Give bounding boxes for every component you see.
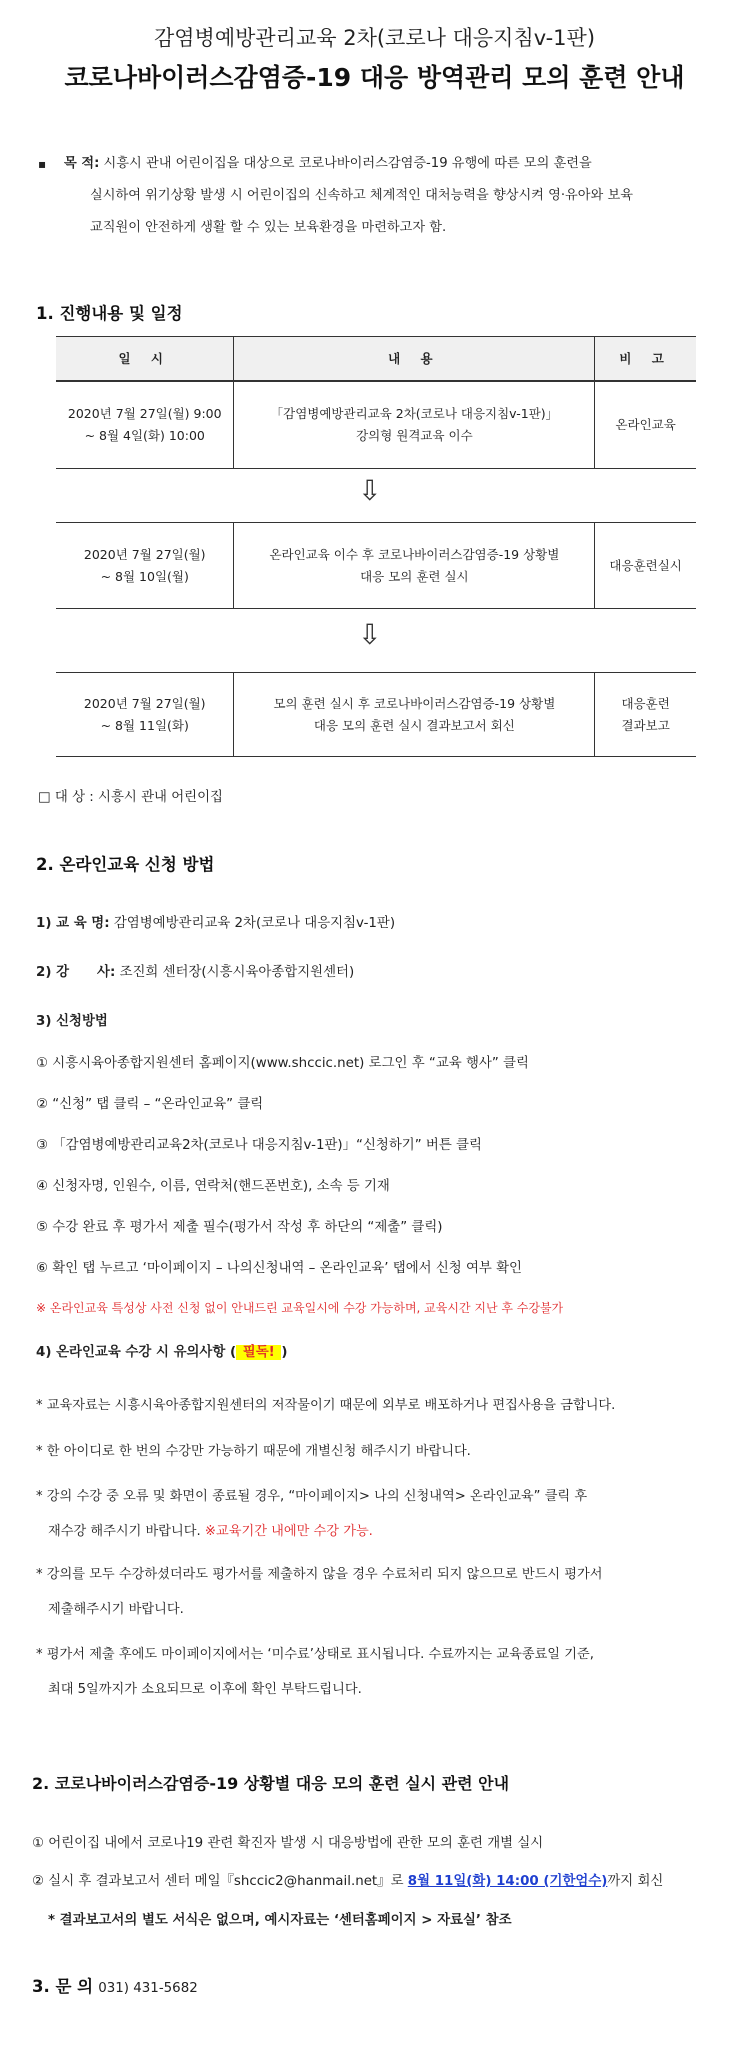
- section-1-heading: 1. 진행내용 및 일정: [36, 304, 183, 323]
- guide-item-2-text: ② 실시 후 결과보고서 센터 메일『shccic2@hanmail.net』로: [32, 1874, 404, 1889]
- guide-item-1: ① 어린이집 내에서 코로나19 관련 확진자 발생 시 대응방법에 관한 모의 훈련 개별 실시: [32, 1836, 544, 1851]
- warning-text: ※ 온라인교육 특성상 사전 신청 없이 안내드린 교육일시에 수강 가능하며, 교육시간 지난 후 수강불가: [36, 1301, 564, 1315]
- note-warning: ※교육기간 내에만 수강 가능.: [204, 1524, 373, 1539]
- contact-line: [32, 1973, 198, 1997]
- contact-heading: 3. 문 의: [32, 1977, 94, 1996]
- schedule-note-cell: [595, 381, 696, 469]
- content-line: 「감염병예방관리교육 2차(코로나 대응지침v-1판)」: [270, 405, 559, 421]
- bullet-icon: ▪: [38, 157, 47, 171]
- date-line: ~ 8월 10일(월): [100, 568, 189, 584]
- col-header-note: 비 고: [595, 337, 696, 382]
- note-item: * 교육자료는 시흥시육아종합지원센터의 저작물이기 때문에 외부로 배포하거나 편집사용을 금합니다.: [36, 1398, 616, 1413]
- must-read-badge: 필독!: [238, 1345, 280, 1360]
- purpose-line-2: 실시하여 위기상황 발생 시 어린이집의 신속하고 체계적인 대처능력을 향상시켜 영·유아와 보육: [90, 188, 633, 203]
- content-line: 대응 모의 훈련 실시: [360, 568, 469, 584]
- content-line: 온라인교육 이수 후 코로나바이러스감염증-19 상황별: [269, 546, 560, 562]
- method-label: 3) 신청방법: [36, 1014, 108, 1029]
- content-line: 모의 훈련 실시 후 코로나바이러스감염증-19 상황별: [273, 695, 556, 711]
- section-2-heading: 2. 온라인교육 신청 방법: [36, 855, 215, 874]
- date-line: 2020년 7월 27일(월) 9:00: [67, 405, 222, 421]
- section-3-heading: 2. 코로나바이러스감염증-19 상황별 대응 모의 훈련 실시 관련 안내: [32, 1774, 510, 1793]
- col-header-content: 내 용: [234, 337, 595, 382]
- content-line: 대응 모의 훈련 실시 결과보고서 회신: [313, 717, 515, 733]
- purpose-line-1: [64, 148, 592, 180]
- note-item-continued: [48, 1520, 373, 1539]
- guide-item-2: [32, 1870, 663, 1889]
- note-item-continued: 최대 5일까지가 소요되므로 이후에 확인 부탁드립니다.: [48, 1682, 362, 1697]
- schedule-header-table: [56, 336, 696, 382]
- step-item: ② “신청” 탭 클릭 – “온라인교육” 클릭: [36, 1097, 264, 1112]
- arrow-down-icon: ⇩: [358, 474, 382, 507]
- note-line: 온라인교육: [615, 416, 676, 432]
- purpose-text-1: 시흥시 관내 어린이집을 대상으로 코로나바이러스감염증-19 유행에 따른 모의 훈련을: [103, 156, 592, 171]
- target-text: □ 대 상 : 시흥시 관내 어린이집: [38, 790, 223, 805]
- content-line: 강의형 원격교육 이수: [356, 427, 473, 443]
- step-item: ③ 「감염병예방관리교육2차(코로나 대응지침v-1판)」“신청하기” 버튼 클릭: [36, 1138, 482, 1153]
- note-line: 대응훈련실시: [609, 557, 682, 573]
- deadline-text: 8월 11일(화) 14:00 (기한엄수): [407, 1874, 608, 1889]
- note-item: * 강의 수강 중 오류 및 화면이 종료될 경우, “마이페이지> 나의 신청내역> 온라인교육” 클릭 후: [36, 1489, 588, 1504]
- edu-name-label: 1) 교 육 명:: [36, 916, 110, 931]
- arrow-down-icon: ⇩: [358, 618, 382, 651]
- edu-name-value: 감염병예방관리교육 2차(코로나 대응지침v-1판): [113, 916, 396, 931]
- step-item: ① 시흥시육아종합지원센터 홈페이지(www.shccic.net) 로그인 후 “교육 행사” 클릭: [36, 1056, 529, 1071]
- lecturer-line: [36, 961, 354, 980]
- purpose-line-3: 교직원이 안전하게 생활 할 수 있는 보육환경을 마련하고자 함.: [90, 220, 447, 235]
- step-item: ④ 신청자명, 인원수, 이름, 연락처(핸드폰번호), 소속 등 기재: [36, 1179, 390, 1194]
- lecturer-label: 2) 강 사:: [36, 965, 116, 980]
- note-item: * 강의를 모두 수강하셨더라도 평가서를 제출하지 않을 경우 수료처리 되지 않으므로 반드시 평가서: [36, 1567, 603, 1582]
- guide-note: * 결과보고서의 별도 서식은 없으며, 예시자료는 ‘센터홈페이지 > 자료실’ 참조: [48, 1913, 512, 1928]
- document-subtitle: 감염병예방관리교육 2차(코로나 대응지침v-1판): [153, 26, 596, 50]
- step-item: ⑤ 수강 완료 후 평가서 제출 필수(평가서 작성 후 하단의 “제출” 클릭): [36, 1220, 443, 1235]
- note-item: * 평가서 제출 후에도 마이페이지에서는 ‘미수료’상태로 표시됩니다. 수료까지는 교육종료일 기준,: [36, 1647, 594, 1662]
- schedule-row: [56, 522, 696, 609]
- schedule-content-cell: [234, 673, 595, 757]
- schedule-row: [56, 380, 696, 469]
- contact-phone: 031) 431-5682: [98, 1981, 198, 1996]
- step-item: ⑥ 확인 탭 누르고 ‘마이페이지 – 나의신청내역 – 온라인교육’ 탭에서 신청 여부 확인: [36, 1261, 522, 1276]
- note-item-continued: 제출해주시기 바랍니다.: [48, 1602, 184, 1617]
- guide-item-2-suffix: 까지 회신: [607, 1874, 664, 1889]
- schedule-row: [56, 672, 696, 757]
- schedule-date-cell: [56, 523, 234, 609]
- date-line: 2020년 7월 27일(월): [83, 546, 206, 562]
- caution-close: ): [281, 1345, 288, 1360]
- purpose-label: 목 적:: [64, 156, 100, 171]
- note-item: * 한 아이디로 한 번의 수강만 가능하기 때문에 개별신청 해주시기 바랍니다.: [36, 1444, 471, 1459]
- schedule-note-cell: [595, 673, 696, 757]
- lecturer-value: 조진희 센터장(시흥시육아종합지원센터): [119, 965, 355, 980]
- date-line: 2020년 7월 27일(월): [83, 695, 206, 711]
- note-text: 재수강 해주시기 바랍니다.: [48, 1524, 201, 1539]
- document-title: 코로나바이러스감염증-19 대응 방역관리 모의 훈련 안내: [64, 63, 685, 92]
- schedule-content-cell: [234, 381, 595, 469]
- col-header-date: 일 시: [56, 337, 234, 382]
- caution-heading: [36, 1341, 288, 1360]
- caution-label: 4) 온라인교육 수강 시 유의사항 (: [36, 1345, 237, 1360]
- edu-name-line: [36, 912, 395, 931]
- note-line: 대응훈련: [621, 695, 670, 711]
- date-line: ~ 8월 11일(화): [100, 717, 189, 733]
- schedule-date-cell: [56, 673, 234, 757]
- date-line: ~ 8월 4일(화) 10:00: [84, 427, 205, 443]
- schedule-note-cell: [595, 523, 696, 609]
- schedule-date-cell: [56, 381, 234, 469]
- note-line: 결과보고: [621, 717, 670, 733]
- schedule-content-cell: [234, 523, 595, 609]
